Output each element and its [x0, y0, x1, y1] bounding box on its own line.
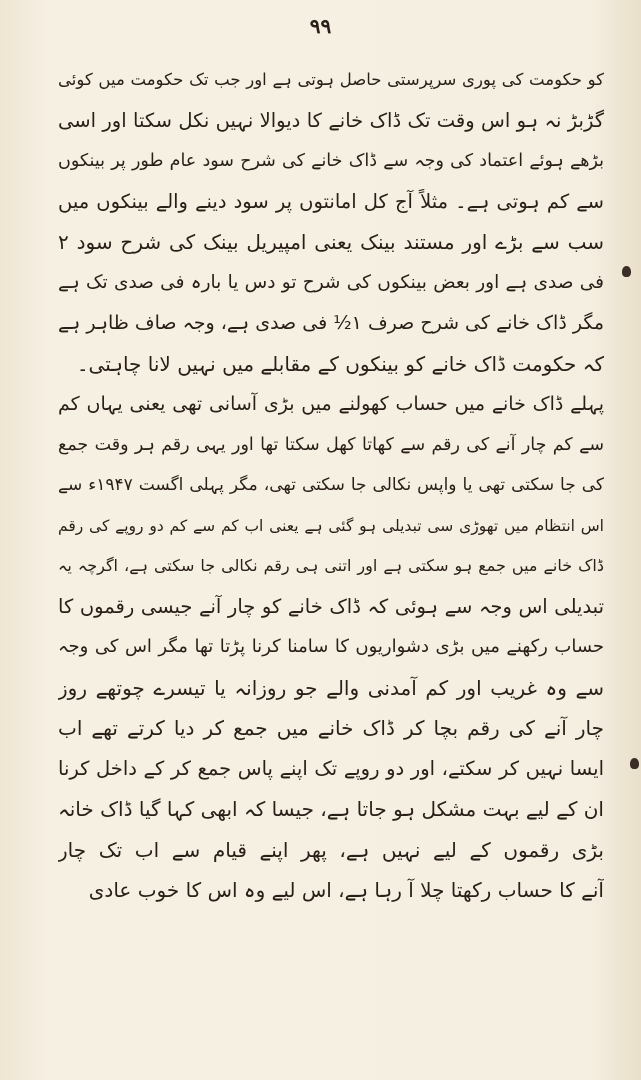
binding-hole — [622, 266, 631, 277]
text-line: مگر ڈاک خانے کی شرح صرف ۱½ فی صدی ہے، وجہ صاف ظاہر ہے — [58, 312, 604, 334]
text-line: سے کم ہوتی ہے۔ مثلاً آج کل امانتوں پر سود دینے والے بینکوں میں — [58, 189, 604, 213]
text-line: کی جا سکتی تھی یا واپس نکالی جا سکتی تھی، مگر پہلی اگست ۱۹۴۷ء سے — [58, 475, 604, 495]
text-line: فی صدی ہے اور بعض بینکوں کی شرح تو دس یا بارہ فی صدی تک ہے — [58, 271, 604, 293]
text-line: کہ حکومت ڈاک خانے کو بینکوں کے مقابلے میں نہیں لانا چاہتی۔ — [76, 351, 604, 376]
text-line: اس انتظام میں تھوڑی سی تبدیلی ہو گئی ہے یعنی اب کم سے کم دو روپے کی رقم — [58, 516, 604, 535]
text-line: گڑبڑ نہ ہو اس وقت تک ڈاک خانے کا دیوالا نہیں نکل سکتا اور اسی — [58, 108, 604, 132]
page-number: ۹۹ — [309, 14, 332, 38]
text-line: تبدیلی اس وجہ سے ہوئی کہ ڈاک خانے کو چار آنے جیسی رقموں کا — [58, 594, 604, 618]
text-line: کو حکومت کی پوری سرپرستی حاصل ہوتی ہے اور جب تک حکومت میں کوئی — [58, 70, 604, 89]
text-line: سے وہ غریب اور کم آمدنی والے جو روزانہ یا تیسرے چوتھے روز — [58, 675, 604, 700]
text-line: پہلے ڈاک خانے میں حساب کھولنے میں بڑی آسانی تھی یعنی یہاں کم — [58, 393, 604, 415]
text-line: ان کے لیے بہت مشکل ہو جاتا ہے، جیسا کہ ابھی کہا گیا ڈاک خانہ — [58, 797, 604, 821]
text-line: سے کم چار آنے کی رقم سے کھاتا کھل سکتا تھا اور یہی رقم ہر وقت جمع — [58, 434, 604, 455]
binding-hole — [630, 758, 639, 769]
text-line: آنے کا حساب رکھتا چلا آ رہا ہے، اس لیے وہ اس کا خوب عادی — [88, 878, 604, 902]
text-line: ڈاک خانے میں جمع ہو سکتی ہے اور اتنی ہی رقم نکالی جا سکتی ہے، اگرچہ یہ — [58, 556, 604, 575]
text-line: بڑی رقموں کے لیے نہیں ہے، پھر اپنے قیام سے اب تک چار — [58, 837, 604, 862]
text-line: سب سے بڑے اور مستند بینک یعنی امپیریل بینک کی شرح سود ۲ — [58, 230, 604, 254]
body-text — [58, 60, 604, 911]
text-line: چار آنے کی رقم بچا کر ڈاک خانے میں جمع کر دیا کرتے تھے اب — [58, 716, 604, 740]
text-line: بڑھے ہوئے اعتماد کی وجہ سے ڈاک خانے کی شرح سود عام طور پر بینکوں — [58, 151, 604, 171]
text-line: حساب رکھنے میں بڑی دشواریوں کا سامنا کرنا پڑتا تھا مگر اس کی وجہ — [58, 636, 604, 657]
text-line: ایسا نہیں کر سکتے، اور دو روپے تک اپنے پاس جمع کر کے داخل کرنا — [58, 756, 604, 780]
